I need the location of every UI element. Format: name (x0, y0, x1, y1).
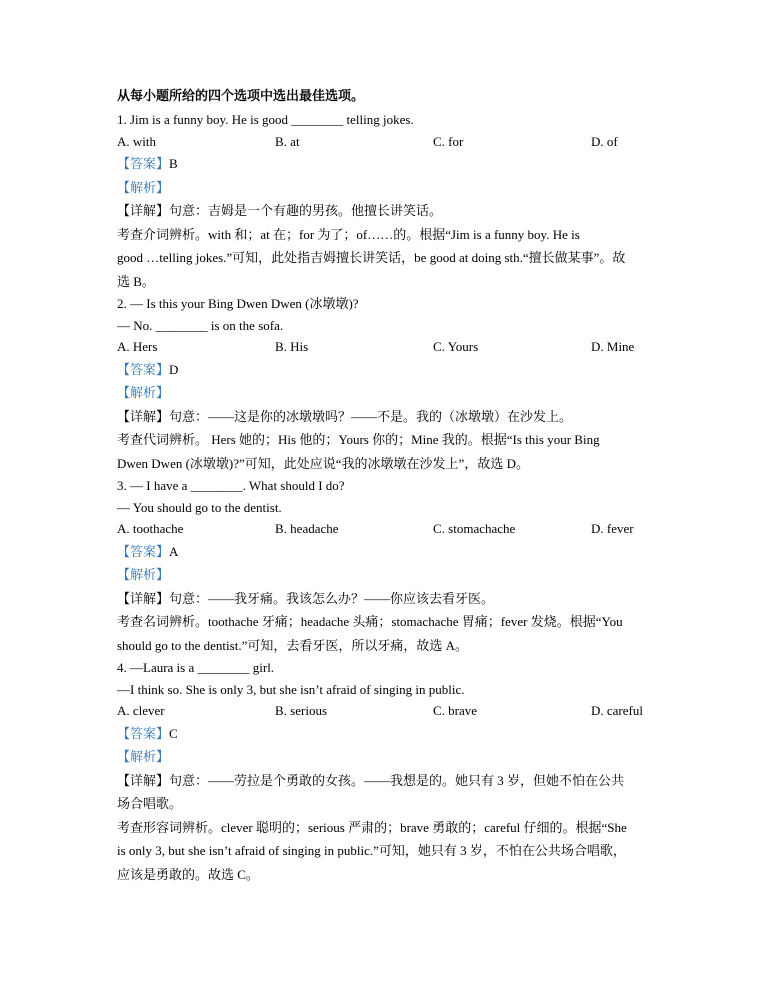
explanation-line: 考查介词辨析。with 和；at 在；for 为了；of……的。根据“Jim is a funny boy. He is (117, 226, 580, 242)
answer-value: C (169, 725, 178, 741)
explanation-line: should go to the dentist.”可知，去看牙医，所以牙痛，故选 A。 (117, 637, 468, 653)
option-b: B. at (275, 133, 300, 149)
explanation-line: 考查名词辨析。toothache 牙痛；headache 头痛；stomachache 胃痛；fever 发烧。根据“You (117, 614, 623, 629)
options-row (117, 518, 657, 540)
detail-line: 【详解】句意：——我牙痛。我该怎么办？——你应该去看牙医。 (117, 590, 495, 606)
analysis-label: 【解析】 (117, 179, 170, 195)
detail-line: 【详解】句意：——劳拉是个勇敢的女孩。——我想是的。她只有 3 岁，但她不怕在公共 (117, 772, 625, 788)
document-page (117, 86, 657, 886)
answer-line: 【答案】B (117, 156, 178, 171)
options-row (117, 700, 657, 722)
explanation-line: good …telling jokes.”可知，此处指吉姆擅长讲笑话，be good at doing sth.“擅长做某事”。故 (117, 250, 626, 265)
answer-line: 【答案】D (117, 361, 179, 377)
option-c: C. for (433, 133, 464, 149)
option-b: B. His (275, 339, 309, 354)
answer-line: 【答案】C (117, 725, 178, 741)
option-c: C. brave (433, 703, 478, 718)
explanation-line: Dwen Dwen (冰墩墩)?”可知，此处应说“我的冰墩墩在沙发上”，故选 D。 (117, 455, 529, 471)
question-stem: 2. — Is this your Bing Dwen Dwen (冰墩墩)? (117, 296, 359, 311)
option-a: A. toothache (117, 521, 184, 536)
instruction-heading: 从每小题所给的四个选项中选出最佳选项。 (117, 89, 365, 104)
option-c: C. Yours (433, 339, 479, 354)
option-b: B. serious (275, 703, 327, 718)
answer-value: D (169, 361, 179, 377)
question-stem: — No. ________ is on the sofa. (117, 317, 284, 333)
analysis-label: 【解析】 (117, 385, 170, 400)
explanation-line: 考查形容词辨析。clever 聪明的；serious 严肃的；brave 勇敢的；careful 仔细的。根据“She (117, 819, 627, 835)
explanation-line: is only 3, but she isn’t afraid of singing in public.”可知，她只有 3 岁，不怕在公共场合唱歌， (117, 843, 626, 858)
option-d: D. fever (591, 521, 634, 536)
detail-line: 【详解】句意：——这是你的冰墩墩吗？——不是。我的（冰墩墩）在沙发上。 (117, 408, 573, 424)
options-row (117, 131, 657, 153)
option-d: D. of (591, 133, 618, 149)
question-4 (117, 657, 657, 886)
answer-value: A (169, 543, 179, 559)
question-2 (117, 293, 657, 475)
question-stem: —I think so. She is only 3, but she isn’t afraid of singing in public. (117, 681, 465, 697)
answer-line: 【答案】A (117, 543, 179, 559)
analysis-label: 【解析】 (117, 567, 170, 582)
explanation-line: 选 B。 (117, 273, 155, 289)
explanation-line: 考查代词辨析。 Hers 她的；His 他的；Yours 你的；Mine 我的。根据“Is this your Bing (117, 432, 600, 447)
option-d: D. careful (591, 703, 643, 718)
explanation-line: 应该是勇敢的。故选 C。 (117, 866, 259, 882)
question-1 (117, 109, 657, 293)
detail-line: 【详解】句意：吉姆是一个有趣的男孩。他擅长讲笑话。 (117, 203, 443, 218)
option-a: A. Hers (117, 339, 158, 354)
question-stem: — You should go to the dentist. (117, 499, 282, 515)
question-stem: 1. Jim is a funny boy. He is good ________ telling jokes. (117, 112, 414, 127)
question-3 (117, 475, 657, 657)
option-d: D. Mine (591, 339, 635, 354)
detail-line-cont: 场合唱歌。 (117, 796, 183, 811)
options-row (117, 336, 657, 358)
question-stem: 4. —Laura is a ________ girl. (117, 660, 275, 675)
option-a: A. clever (117, 703, 165, 718)
option-a: A. with (117, 133, 156, 149)
question-stem: 3. — I have a ________. What should I do? (117, 478, 345, 493)
answer-value: B (169, 156, 178, 171)
analysis-label: 【解析】 (117, 749, 170, 764)
option-c: C. stomachache (433, 521, 516, 536)
option-b: B. headache (275, 521, 339, 536)
